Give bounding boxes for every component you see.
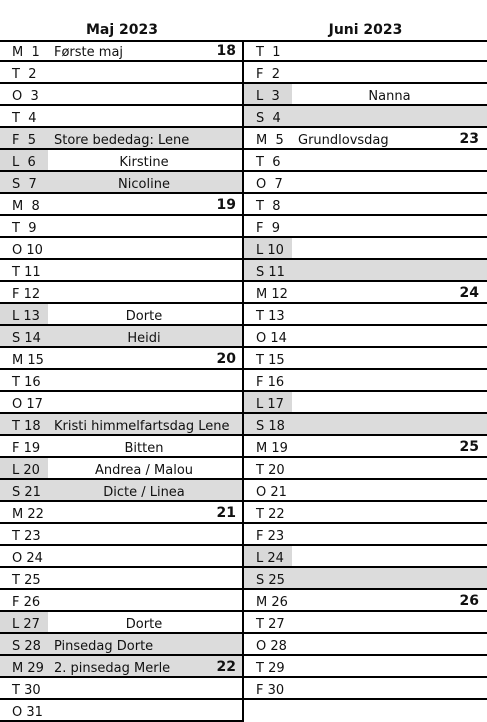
day-row[interactable] <box>244 282 487 304</box>
day-row[interactable] <box>244 326 487 348</box>
day-row[interactable] <box>244 348 487 370</box>
day-note: Kirstine <box>119 155 169 170</box>
month-title-june: Juni 2023 <box>328 22 403 38</box>
day-row[interactable] <box>0 326 244 348</box>
may-column <box>0 40 244 722</box>
day-row[interactable] <box>0 216 244 238</box>
day-row[interactable] <box>0 260 244 282</box>
day-row[interactable] <box>0 678 244 700</box>
day-row[interactable] <box>0 524 244 546</box>
day-row[interactable] <box>244 546 487 568</box>
day-row[interactable] <box>0 282 244 304</box>
day-label: O 24 <box>12 551 43 566</box>
day-label: T 4 <box>12 111 37 126</box>
day-row[interactable] <box>244 84 487 106</box>
week-number: 19 <box>216 197 236 213</box>
day-label: F 5 <box>12 133 37 148</box>
day-label: L 10 <box>256 243 284 258</box>
week-number: 25 <box>459 439 479 455</box>
day-label: S 7 <box>12 177 37 192</box>
day-row[interactable] <box>244 524 487 546</box>
june-column <box>244 40 487 700</box>
day-row[interactable] <box>0 84 244 106</box>
week-number: 21 <box>216 505 236 521</box>
day-row[interactable] <box>0 106 244 128</box>
day-row[interactable] <box>244 128 487 150</box>
day-label: M 26 <box>256 595 288 610</box>
day-row[interactable] <box>0 40 244 62</box>
day-row[interactable] <box>244 414 487 436</box>
day-row[interactable] <box>0 568 244 590</box>
day-label: T 8 <box>256 199 281 214</box>
day-label: O 7 <box>256 177 283 192</box>
day-row[interactable] <box>244 238 487 260</box>
day-label: O 31 <box>12 705 43 720</box>
day-label: S 21 <box>12 485 41 500</box>
day-note: Dorte <box>125 617 163 632</box>
day-row[interactable] <box>0 238 244 260</box>
day-row[interactable] <box>244 40 487 62</box>
day-label: M 12 <box>256 287 288 302</box>
week-number: 20 <box>216 351 236 367</box>
day-label: M 22 <box>12 507 44 522</box>
day-label: O 17 <box>12 397 43 412</box>
day-row[interactable] <box>0 392 244 414</box>
week-number: 22 <box>216 659 236 675</box>
day-label: T 13 <box>256 309 285 324</box>
day-label: S 25 <box>256 573 285 588</box>
day-label: F 12 <box>12 287 41 302</box>
day-note: Andrea / Malou <box>94 463 194 478</box>
day-row[interactable] <box>244 260 487 282</box>
day-row[interactable] <box>244 612 487 634</box>
day-row[interactable] <box>0 436 244 458</box>
day-row[interactable] <box>244 370 487 392</box>
day-row[interactable] <box>244 458 487 480</box>
day-label: T 22 <box>256 507 285 522</box>
day-label: T 15 <box>256 353 285 368</box>
day-label: S 18 <box>256 419 285 434</box>
day-row[interactable] <box>244 106 487 128</box>
day-row[interactable] <box>244 678 487 700</box>
day-row[interactable] <box>244 502 487 524</box>
day-label: M 5 <box>256 133 284 148</box>
day-row[interactable] <box>244 150 487 172</box>
day-note: Grundlovsdag <box>298 133 389 148</box>
day-label: L 20 <box>12 463 40 478</box>
day-label: T 9 <box>12 221 37 236</box>
day-label: T 20 <box>256 463 285 478</box>
day-row[interactable] <box>0 128 244 150</box>
day-label: M 1 <box>12 45 40 60</box>
day-label: F 16 <box>256 375 285 390</box>
day-label: M 15 <box>12 353 44 368</box>
day-label: T 30 <box>12 683 41 698</box>
day-label: T 27 <box>256 617 285 632</box>
day-row[interactable] <box>0 304 244 326</box>
day-label: S 11 <box>256 265 285 280</box>
day-note: Første maj <box>54 45 124 60</box>
day-label: S 14 <box>12 331 41 346</box>
day-row[interactable] <box>0 656 244 678</box>
day-row[interactable] <box>0 480 244 502</box>
day-row[interactable] <box>244 194 487 216</box>
day-label: M 29 <box>12 661 44 676</box>
day-row[interactable] <box>0 612 244 634</box>
day-label: O 3 <box>12 89 39 104</box>
day-label: T 16 <box>12 375 41 390</box>
day-row[interactable] <box>244 172 487 194</box>
day-label: O 14 <box>256 331 287 346</box>
day-label: O 10 <box>12 243 43 258</box>
day-note: Kristi himmelfartsdag Lene <box>54 419 230 434</box>
day-label: F 26 <box>12 595 41 610</box>
day-label: O 21 <box>256 485 287 500</box>
day-row[interactable] <box>0 634 244 656</box>
day-label: L 13 <box>12 309 40 324</box>
day-label: F 19 <box>12 441 41 456</box>
day-note: 2. pinsedag Merle <box>54 661 171 676</box>
day-label: T 6 <box>256 155 281 170</box>
day-label: M 19 <box>256 441 288 456</box>
day-row[interactable] <box>0 700 244 722</box>
month-title-may: Maj 2023 <box>85 22 159 38</box>
day-row[interactable] <box>0 590 244 612</box>
day-label: M 8 <box>12 199 40 214</box>
day-row[interactable] <box>244 436 487 458</box>
day-note: Bitten <box>124 441 164 456</box>
column-divider <box>242 40 244 722</box>
day-label: T 18 <box>12 419 41 434</box>
day-label: S 4 <box>256 111 281 126</box>
day-row[interactable] <box>0 194 244 216</box>
week-number: 23 <box>459 131 479 147</box>
day-note: Nanna <box>368 89 411 104</box>
day-row[interactable] <box>244 480 487 502</box>
day-row[interactable] <box>0 502 244 524</box>
day-row[interactable] <box>0 370 244 392</box>
day-note: Heidi <box>127 331 161 346</box>
day-note: Dorte <box>125 309 163 324</box>
day-note: Nicoline <box>118 177 170 192</box>
day-row[interactable] <box>244 568 487 590</box>
day-row[interactable] <box>0 172 244 194</box>
day-note: Dicte / Linea <box>103 485 185 500</box>
day-label: T 1 <box>256 45 281 60</box>
day-label: F 30 <box>256 683 285 698</box>
day-label: T 23 <box>12 529 41 544</box>
day-row[interactable] <box>0 62 244 84</box>
day-row[interactable] <box>0 150 244 172</box>
day-label: T 2 <box>12 67 37 82</box>
day-row[interactable] <box>244 392 487 414</box>
day-label: L 27 <box>12 617 40 632</box>
day-row[interactable] <box>244 62 487 84</box>
day-row[interactable] <box>244 656 487 678</box>
day-label: L 17 <box>256 397 284 412</box>
day-label: F 2 <box>256 67 281 82</box>
week-number: 26 <box>459 593 479 609</box>
week-number: 18 <box>216 43 236 59</box>
day-label: T 29 <box>256 661 285 676</box>
day-row[interactable] <box>244 590 487 612</box>
day-label: O 28 <box>256 639 287 654</box>
day-label: L 24 <box>256 551 284 566</box>
day-label: L 3 <box>256 89 280 104</box>
day-row[interactable] <box>244 634 487 656</box>
day-row[interactable] <box>244 304 487 326</box>
day-row[interactable] <box>0 414 244 436</box>
day-row[interactable] <box>244 216 487 238</box>
day-note: Store bededag: Lene <box>54 133 190 148</box>
day-label: T 25 <box>12 573 41 588</box>
day-row[interactable] <box>0 458 244 480</box>
day-note: Pinsedag Dorte <box>54 639 154 654</box>
day-label: F 9 <box>256 221 281 236</box>
day-row[interactable] <box>0 348 244 370</box>
day-label: L 6 <box>12 155 36 170</box>
week-number: 24 <box>459 285 479 301</box>
day-label: F 23 <box>256 529 285 544</box>
day-label: T 11 <box>12 265 41 280</box>
day-label: S 28 <box>12 639 41 654</box>
day-row[interactable] <box>0 546 244 568</box>
